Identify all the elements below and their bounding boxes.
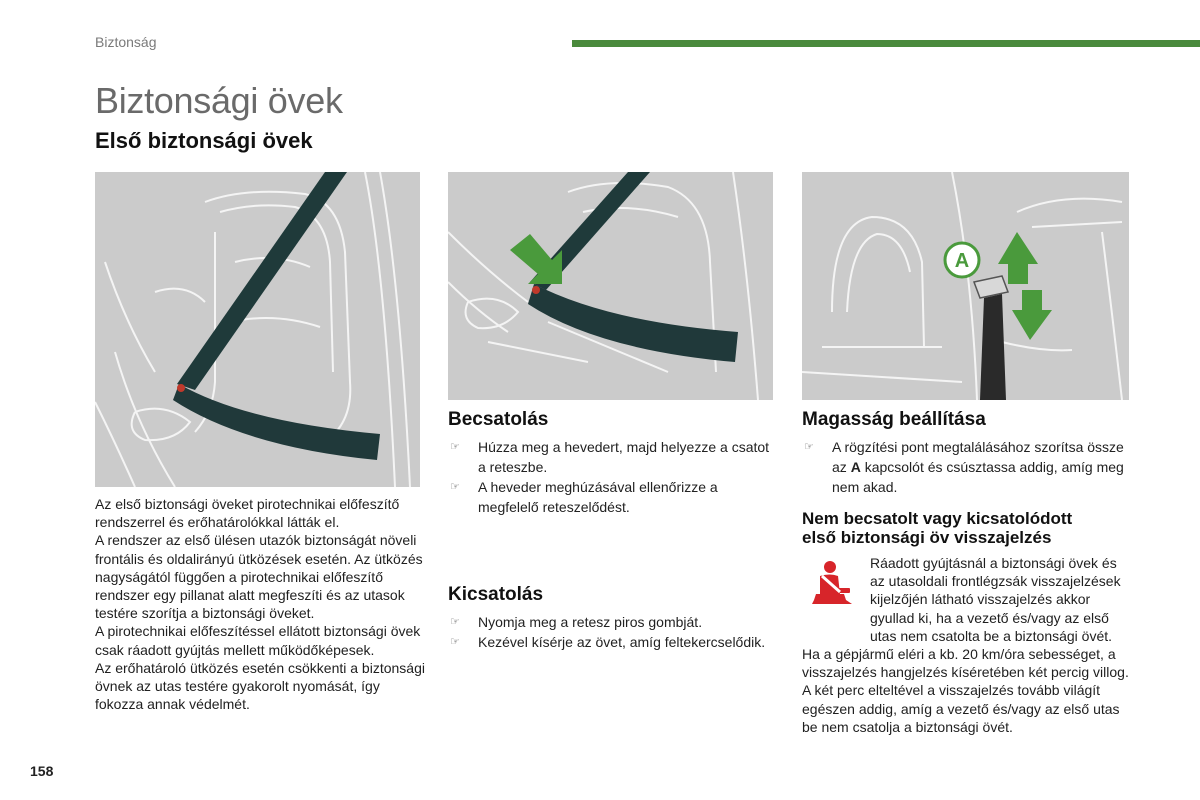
- section-label: Biztonság: [95, 34, 157, 50]
- intro-text: [95, 495, 425, 713]
- unfastening-list: [450, 612, 770, 652]
- section-color-bar: [572, 40, 1200, 47]
- intro-paragraph: A rendszer az első ülésen utazók biztonságát növeli frontális és oldalirányú ütközések esetén. Az ütközés nagyságától függően a pirotechnikai előfeszítő rendszer egy pillanat alatt megfeszíti és az utasok testére szorítja a biztonsági öveket.: [95, 532, 423, 622]
- intro-paragraph: Az erőhatároló ütközés esetén csökkenti a biztonsági övnek az utas testére gyakorolt nyomását, így fokozza annak védelmét.: [95, 659, 425, 713]
- list-item: ☞ A heveder meghúzásával ellenőrizze a megfelelő reteszelődést.: [450, 477, 770, 517]
- list-item: ☞ Kezével kísérje az övet, amíg feltekercselődik.: [450, 632, 770, 652]
- height-text-key: A: [850, 459, 861, 475]
- warning-text: [802, 554, 1132, 736]
- height-heading: Magasság beállítása: [802, 409, 986, 430]
- callout-a-label: A: [954, 250, 970, 272]
- warning-heading-line: első biztonsági öv visszajelzés: [802, 528, 1052, 547]
- height-list: [804, 437, 1134, 497]
- fastening-illustration: [448, 172, 773, 400]
- warning-heading-line: Nem becsatolt vagy kicsatolódott: [802, 509, 1073, 528]
- fastening-list: [450, 437, 770, 517]
- icon-spacer: [802, 554, 870, 628]
- warning-paragraph: Ha a gépjármű eléri a kb. 20 km/óra sebességet, a visszajelzés hangjelzés kíséretében két percig villog. A két perc elteltével a visszajelzés tovább világít egészen addig, amíg a vezető és/vagy az első utas be nem csatolja a biztonsági övét.: [802, 646, 1129, 735]
- height-text-suffix: kapcsolót és csúsztassa addig, amíg meg nem akad.: [832, 459, 1124, 495]
- height-text-prefix: A rögzítési pont megtalálásához szorítsa össze az: [832, 439, 1124, 475]
- unfastening-heading: Kicsatolás: [448, 584, 544, 605]
- page-number: 158: [30, 763, 54, 779]
- height-adjust-illustration: [802, 172, 1129, 400]
- list-item: ☞ Húzza meg a hevedert, majd helyezze a csatot a reteszbe.: [450, 437, 770, 477]
- intro-paragraph: Az első biztonsági öveket pirotechnikai előfeszítő rendszerrel és erőhatárolókkal látták el.: [95, 496, 400, 531]
- fastening-heading: Becsatolás: [448, 409, 549, 430]
- warning-paragraph: Ráadott gyújtásnál a biztonsági övek és az utasoldali frontlégzsák visszajelzések kijelzőjén látható visszajelzés akkor gyullad ki, ha a vezető és/vagy az első utas nem csatolta be a biztonsági övét.: [870, 555, 1121, 644]
- list-item: ☞ Nyomja meg a retesz piros gombját.: [450, 612, 770, 632]
- warning-heading: [802, 509, 1142, 547]
- list-item: [804, 437, 1134, 497]
- page-title: Biztonsági övek: [95, 80, 343, 121]
- page-subtitle: Első biztonsági övek: [95, 128, 313, 153]
- intro-paragraph: A pirotechnikai előfeszítéssel ellátott biztonsági övek csak ráadott gyújtás mellett működőképesek.: [95, 623, 421, 658]
- seat-belt-illustration: [95, 172, 420, 487]
